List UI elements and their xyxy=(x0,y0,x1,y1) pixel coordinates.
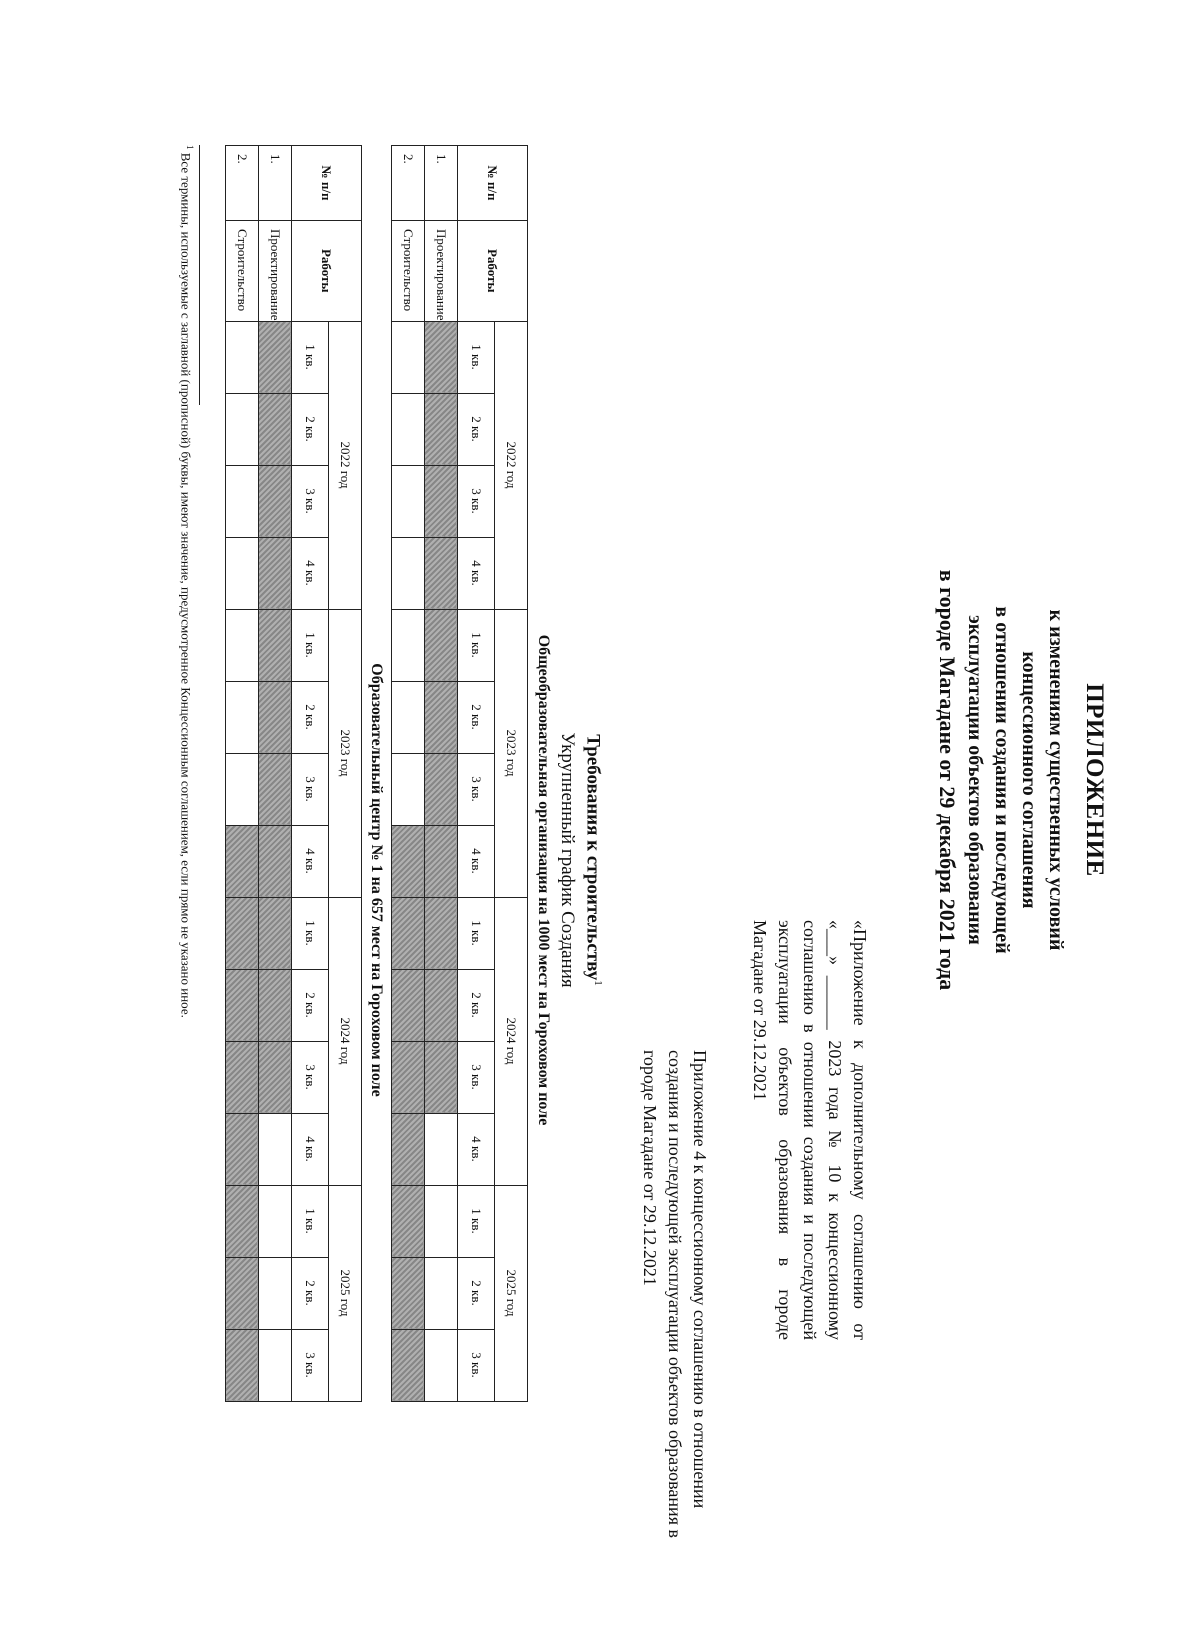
table-1-caption: Общеобразовательная организация на 1000 мест на Гороховом поле xyxy=(535,634,552,1126)
schedule-cell-empty xyxy=(392,393,425,465)
schedule-cell-active xyxy=(425,321,458,393)
schedule-cell-active xyxy=(226,969,259,1041)
schedule-cell-empty xyxy=(425,1257,458,1329)
footnote-mark: 1 xyxy=(185,145,195,150)
schedule-cell-empty xyxy=(259,1185,292,1257)
table-row xyxy=(259,146,292,1402)
title-line-2: концессионного соглашения xyxy=(1018,651,1040,909)
header-year-2025: 2025 год xyxy=(329,1185,362,1401)
header-year-2024: 2024 год xyxy=(495,897,528,1185)
schedule-cell-active xyxy=(259,609,292,681)
title-line-3: в отношении создания и последующей xyxy=(991,606,1013,954)
schedule-cell-active xyxy=(259,825,292,897)
schedule-cell-active xyxy=(425,825,458,897)
header-quarter: 1 кв. xyxy=(458,321,495,393)
header-quarter: 2 кв. xyxy=(292,393,329,465)
schedule-cell-empty xyxy=(425,1113,458,1185)
schedule-cell-active xyxy=(259,393,292,465)
schedule-cell-empty xyxy=(392,537,425,609)
header-quarter: 3 кв. xyxy=(458,1329,495,1401)
header-quarter: 3 кв. xyxy=(292,1041,329,1113)
header-quarter: 2 кв. xyxy=(458,1257,495,1329)
header-quarter: 1 кв. xyxy=(458,897,495,969)
table-row xyxy=(392,146,425,1402)
title-line-4: эксплуатации объектов образования xyxy=(964,615,986,945)
header-quarter: 1 кв. xyxy=(292,897,329,969)
page-title: ПРИЛОЖЕНИЕ xyxy=(1081,683,1108,877)
row-number: 2. xyxy=(226,146,259,221)
schedule-cell-active xyxy=(226,825,259,897)
header-year-2023: 2023 год xyxy=(329,609,362,897)
header-quarter: 4 кв. xyxy=(292,1113,329,1185)
schedule-cell-empty xyxy=(425,1185,458,1257)
header-quarter: 3 кв. xyxy=(458,1041,495,1113)
header-quarter: 1 кв. xyxy=(292,321,329,393)
row-work-name: Строительство xyxy=(226,221,259,322)
title-block xyxy=(934,560,1108,1000)
header-quarter: 1 кв. xyxy=(458,1185,495,1257)
header-works: Работы xyxy=(292,221,362,322)
header-year-2023: 2023 год xyxy=(495,609,528,897)
header-quarter: 1 кв. xyxy=(292,609,329,681)
schedule-cell-empty xyxy=(392,465,425,537)
header-quarter: 3 кв. xyxy=(292,465,329,537)
intro-paragraph-1: «Приложение к дополнительному соглашению от «___» ______ 2023 года № 10 к концессионному соглашению в отношении создания и последующей эксплуатации объектов образования в городе Магадане от 29.12.2021 xyxy=(750,920,870,1340)
header-quarter: 2 кв. xyxy=(292,681,329,753)
schedule-cell-active xyxy=(425,897,458,969)
schedule-cell-active xyxy=(425,681,458,753)
schedule-table-1 xyxy=(391,145,528,1402)
row-number: 2. xyxy=(392,146,425,221)
row-number: 1. xyxy=(259,146,292,221)
schedule-cell-active xyxy=(259,681,292,753)
schedule-cell-empty xyxy=(392,609,425,681)
schedule-cell-empty xyxy=(392,321,425,393)
table-2-caption: Образовательный центр № 1 на 657 мест на Гороховом поле xyxy=(368,663,385,1097)
schedule-cell-empty xyxy=(226,609,259,681)
header-year-2022: 2022 год xyxy=(329,321,362,609)
schedule-cell-active xyxy=(425,753,458,825)
schedule-cell-active xyxy=(226,1041,259,1113)
header-quarter: 1 кв. xyxy=(458,609,495,681)
schedule-cell-active xyxy=(392,1041,425,1113)
header-year-2025: 2025 год xyxy=(495,1185,528,1401)
schedule-cell-active xyxy=(425,393,458,465)
schedule-cell-active xyxy=(259,753,292,825)
header-quarter: 4 кв. xyxy=(458,825,495,897)
schedule-cell-active xyxy=(226,1329,259,1401)
row-work-name: Строительство xyxy=(392,221,425,322)
schedule-cell-active xyxy=(259,1041,292,1113)
schedule-cell-empty xyxy=(259,1329,292,1401)
schedule-cell-active xyxy=(392,825,425,897)
schedule-cell-active xyxy=(259,321,292,393)
title-line-1: к изменениям существенных условий xyxy=(1045,609,1067,951)
schedule-cell-empty xyxy=(392,753,425,825)
row-work-name: Проектирование xyxy=(425,221,458,322)
header-quarter: 2 кв. xyxy=(292,1257,329,1329)
header-year-2024: 2024 год xyxy=(329,897,362,1185)
schedule-cell-active xyxy=(425,969,458,1041)
header-quarter: 4 кв. xyxy=(292,825,329,897)
schedule-cell-empty xyxy=(226,465,259,537)
schedule-cell-active xyxy=(425,465,458,537)
header-quarter: 3 кв. xyxy=(458,465,495,537)
schedule-cell-active xyxy=(425,1041,458,1113)
header-quarter: 3 кв. xyxy=(292,753,329,825)
schedule-cell-empty xyxy=(259,1257,292,1329)
schedule-cell-active xyxy=(425,537,458,609)
schedule-cell-active xyxy=(392,897,425,969)
footnote-reference: 1 xyxy=(592,980,604,986)
header-works: Работы xyxy=(458,221,528,322)
header-quarter: 4 кв. xyxy=(458,1113,495,1185)
header-quarter: 4 кв. xyxy=(292,537,329,609)
footnote-separator xyxy=(199,145,200,405)
header-num: № п/п xyxy=(292,146,362,221)
schedule-cell-active xyxy=(226,897,259,969)
header-quarter: 3 кв. xyxy=(292,1329,329,1401)
schedule-cell-active xyxy=(259,897,292,969)
schedule-cell-active xyxy=(226,1257,259,1329)
schedule-cell-active xyxy=(259,969,292,1041)
schedule-cell-empty xyxy=(425,1329,458,1401)
row-work-name: Проектирование xyxy=(259,221,292,322)
schedule-cell-empty xyxy=(259,1113,292,1185)
header-quarter: 4 кв. xyxy=(458,537,495,609)
table-row xyxy=(425,146,458,1402)
schedule-cell-active xyxy=(392,969,425,1041)
header-quarter: 3 кв. xyxy=(458,753,495,825)
schedule-cell-empty xyxy=(226,753,259,825)
schedule-cell-active xyxy=(226,1185,259,1257)
requirements-subtitle: Укрупненный график Создания xyxy=(557,732,578,988)
schedule-cell-empty xyxy=(226,681,259,753)
header-quarter: 2 кв. xyxy=(458,681,495,753)
header-num: № п/п xyxy=(458,146,528,221)
schedule-cell-active xyxy=(392,1113,425,1185)
schedule-cell-empty xyxy=(226,321,259,393)
requirements-title-text: Требования к строительству xyxy=(582,734,604,981)
schedule-cell-active xyxy=(392,1329,425,1401)
schedule-cell-active xyxy=(226,1113,259,1185)
schedule-cell-active xyxy=(392,1257,425,1329)
schedule-cell-active xyxy=(259,465,292,537)
title-line-5: в городе Магадане от 29 декабря 2021 года xyxy=(935,569,960,991)
schedule-cell-active xyxy=(425,609,458,681)
header-quarter: 2 кв. xyxy=(458,969,495,1041)
row-number: 1. xyxy=(425,146,458,221)
schedule-cell-empty xyxy=(226,537,259,609)
footnote xyxy=(178,145,195,1525)
schedule-cell-empty xyxy=(226,393,259,465)
header-quarter: 2 кв. xyxy=(292,969,329,1041)
header-quarter: 1 кв. xyxy=(292,1185,329,1257)
requirements-title xyxy=(582,650,604,1070)
header-quarter: 2 кв. xyxy=(458,393,495,465)
intro-paragraph-2: Приложение 4 к концессионному соглашению в отношении создания и последующей эксплуатации объектов образования в городе Магадане от 29.12.2021 xyxy=(640,1050,710,1538)
schedule-cell-active xyxy=(392,1185,425,1257)
schedule-table-2 xyxy=(225,145,362,1402)
schedule-cell-active xyxy=(259,537,292,609)
footnote-text: Все термины, используемые с заглавной (прописной) буквы, имеют значение, предусмотренное Концессионным соглашением, если прямо не указано иное. xyxy=(178,152,194,1018)
header-year-2022: 2022 год xyxy=(495,321,528,609)
schedule-cell-empty xyxy=(392,681,425,753)
table-row xyxy=(226,146,259,1402)
